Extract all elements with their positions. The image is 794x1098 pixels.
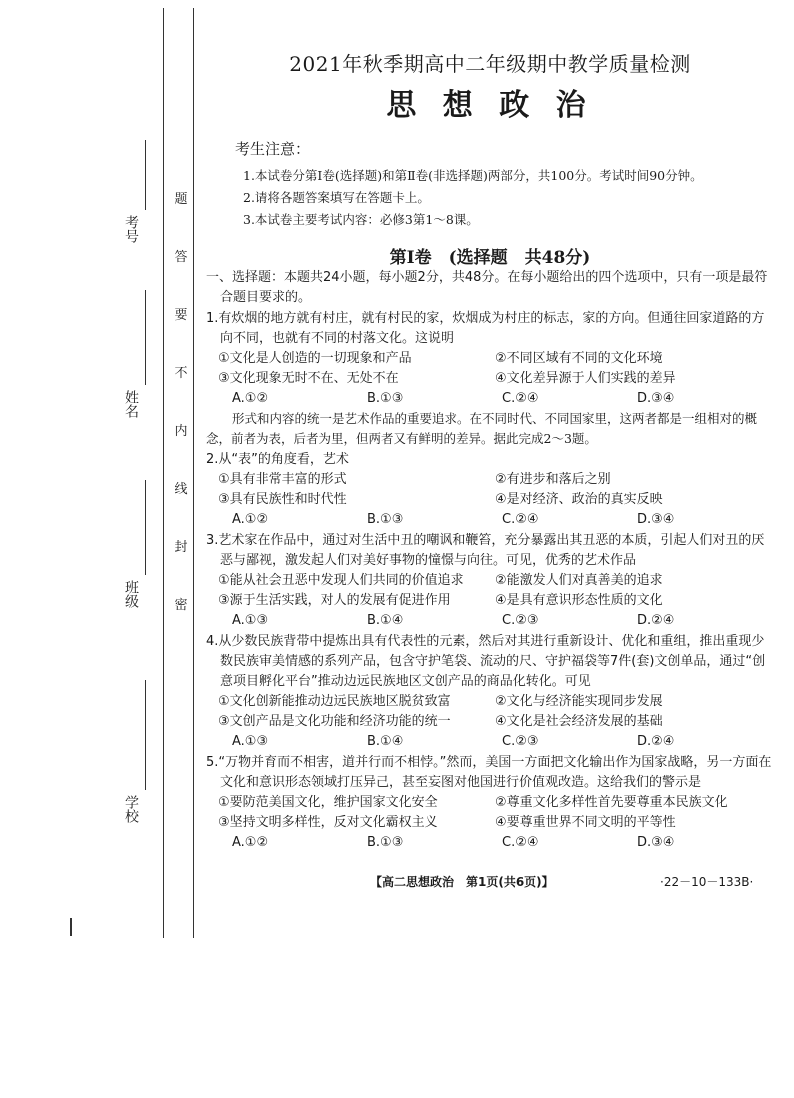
statement: ①能从社会丑恶中发现人们共同的价值追求 (218, 573, 464, 588)
question-1 (206, 309, 772, 409)
question-stem: 5.“万物并育而不相害，道并行而不相悖。”然而，美国一方面把文化输出作为国家战略，另一方面在文化和意识形态领域打压异己，甚至妄图对他国进行价值观改造。这给我们的警示是 (206, 755, 772, 790)
statement: ③源于生活实践，对人的发展有促进作用 (218, 593, 451, 608)
field-exam-number (115, 140, 163, 270)
notice-item: 3.本试卷主要考试内容：必修3第1～8课。 (243, 212, 479, 227)
statement: ④文化是社会经济发展的基础 (495, 714, 663, 729)
choice: D.③④ (637, 391, 675, 406)
choice: C.②④ (502, 512, 539, 527)
statement: ③具有民族性和时代性 (218, 492, 347, 507)
choice: A.①③ (232, 613, 269, 628)
statement: ④是对经济、政治的真实反映 (495, 492, 663, 507)
statement: ②文化与经济能实现同步发展 (495, 694, 663, 709)
statement: ①具有非常丰富的形式 (218, 472, 347, 487)
answer-choices (206, 732, 772, 752)
field-label: 姓名 (123, 390, 139, 418)
notice-heading: 考生注意： (235, 140, 311, 158)
notice-item: 2.请将各题答案填写在答题卡上。 (243, 190, 430, 205)
question-3 (206, 531, 772, 631)
choice: D.③④ (637, 835, 675, 850)
field-school (115, 680, 163, 830)
answer-choices (206, 833, 772, 853)
section-instruction: 一、选择题：本题共24小题，每小题2分，共48分。在每小题给出的四个选项中，只有一项是最符合题目要求的。 (206, 270, 768, 305)
binding-line-inner (193, 8, 194, 938)
seal-char: 不 (174, 366, 188, 381)
seal-char: 封 (174, 540, 188, 555)
questions (206, 268, 772, 853)
answer-choices (206, 510, 772, 530)
seal-char: 要 (174, 308, 188, 323)
statement: ④要尊重世界不同文明的平等性 (495, 815, 676, 830)
margin-mark (70, 918, 72, 936)
choice: C.②④ (502, 391, 539, 406)
choice: B.①④ (367, 734, 404, 749)
statement: ③坚持文明多样性，反对文化霸权主义 (218, 815, 438, 830)
subject-title: 思 想 政 治 (386, 88, 594, 123)
statement: ④是具有意识形态性质的文化 (495, 593, 663, 608)
choice: B.①③ (367, 512, 404, 527)
statement-options (206, 571, 772, 611)
choice: B.①③ (367, 391, 404, 406)
field-label: 考号 (123, 215, 139, 243)
question-stem: 1.有炊烟的地方就有村庄，就有村民的家，炊烟成为村庄的标志，家的方向。但通往回家道路的方向不同，也就有不同的村落文化。这说明 (206, 311, 765, 346)
paper-code: ·22－10－133B· (660, 875, 754, 889)
choice: D.③④ (637, 512, 675, 527)
choice: A.①② (232, 391, 269, 406)
notice-item: 1.本试卷分第Ⅰ卷(选择题)和第Ⅱ卷(非选择题)两部分，共100分。考试时间90分钟。 (243, 168, 703, 183)
field-label: 学校 (123, 795, 139, 823)
choice: C.②④ (502, 835, 539, 850)
statement: ②有进步和落后之别 (495, 472, 611, 487)
choice: A.①③ (232, 734, 269, 749)
field-underline (145, 140, 146, 210)
question-stem: 3.艺术家在作品中，通过对生活中丑的嘲讽和鞭笞，充分暴露出其丑恶的本质，引起人们对丑的厌恶与鄙视，激发起人们对美好事物的憧憬与向往。可见，优秀的艺术作品 (206, 533, 765, 568)
statement: ②能激发人们对真善美的追求 (495, 573, 663, 588)
choice: D.②④ (637, 613, 675, 628)
choice: C.②③ (502, 613, 539, 628)
statement-options (206, 349, 772, 389)
choice: B.①④ (367, 613, 404, 628)
statement: ④文化差异源于人们实践的差异 (495, 371, 676, 386)
exam-title: 2021年秋季期高中二年级期中教学质量检测 (289, 52, 691, 76)
reading-passage: 形式和内容的统一是艺术作品的重要追求。在不同时代、不同国家里，这两者都是一组相对的概念，前者为表，后者为里，但两者又有鲜明的差异。据此完成2～3题。 (206, 411, 758, 446)
statement-options (206, 470, 772, 510)
field-underline (145, 480, 146, 575)
statement: ②尊重文化多样性首先要尊重本民族文化 (495, 795, 728, 810)
choice: A.①② (232, 835, 269, 850)
field-label: 班级 (123, 580, 139, 608)
statement: ③文化现象无时不在、无处不在 (218, 371, 399, 386)
seal-line-text (172, 190, 190, 654)
statement-options (206, 793, 772, 833)
seal-char: 答 (174, 250, 188, 265)
answer-choices (206, 611, 772, 631)
question-stem: 2.从“表”的角度看，艺术 (206, 452, 349, 467)
choice: B.①③ (367, 835, 404, 850)
statement: ①文化是人创造的一切现象和产品 (218, 351, 412, 366)
notice-box (235, 138, 775, 231)
field-underline (145, 290, 146, 385)
choice: D.②④ (637, 734, 675, 749)
statement: ③文创产品是文化功能和经济功能的统一 (218, 714, 451, 729)
field-underline (145, 680, 146, 790)
page-footer: 【高二思想政治 第1页(共6页)】 (370, 875, 554, 889)
seal-char: 线 (174, 482, 188, 497)
choice: A.①② (232, 512, 269, 527)
question-4 (206, 632, 772, 752)
field-class (115, 480, 163, 620)
statement: ①文化创新能推动边远民族地区脱贫致富 (218, 694, 451, 709)
question-stem: 4.从少数民族背带中提炼出具有代表性的元素，然后对其进行重新设计、优化和重组，推出重现少数民族审美情感的系列产品，包含守护笔袋、流动的尺、守护福袋等7件(套)文创单品，通过“创意项目孵化平台”推动边远民族地区文创产品的商品化转化。可见 (206, 634, 766, 689)
seal-char: 题 (174, 192, 188, 207)
section-title: 第Ⅰ卷 (选择题 共48分) (389, 248, 591, 268)
field-name (115, 290, 163, 430)
binding-line-outer (163, 8, 164, 938)
choice: C.②③ (502, 734, 539, 749)
seal-char: 密 (174, 598, 188, 613)
statement-options (206, 692, 772, 732)
question-5 (206, 753, 772, 853)
question-2 (206, 450, 772, 530)
answer-choices (206, 389, 772, 409)
statement: ②不同区域有不同的文化环境 (495, 351, 663, 366)
seal-char: 内 (174, 424, 188, 439)
statement: ①要防范美国文化，维护国家文化安全 (218, 795, 438, 810)
